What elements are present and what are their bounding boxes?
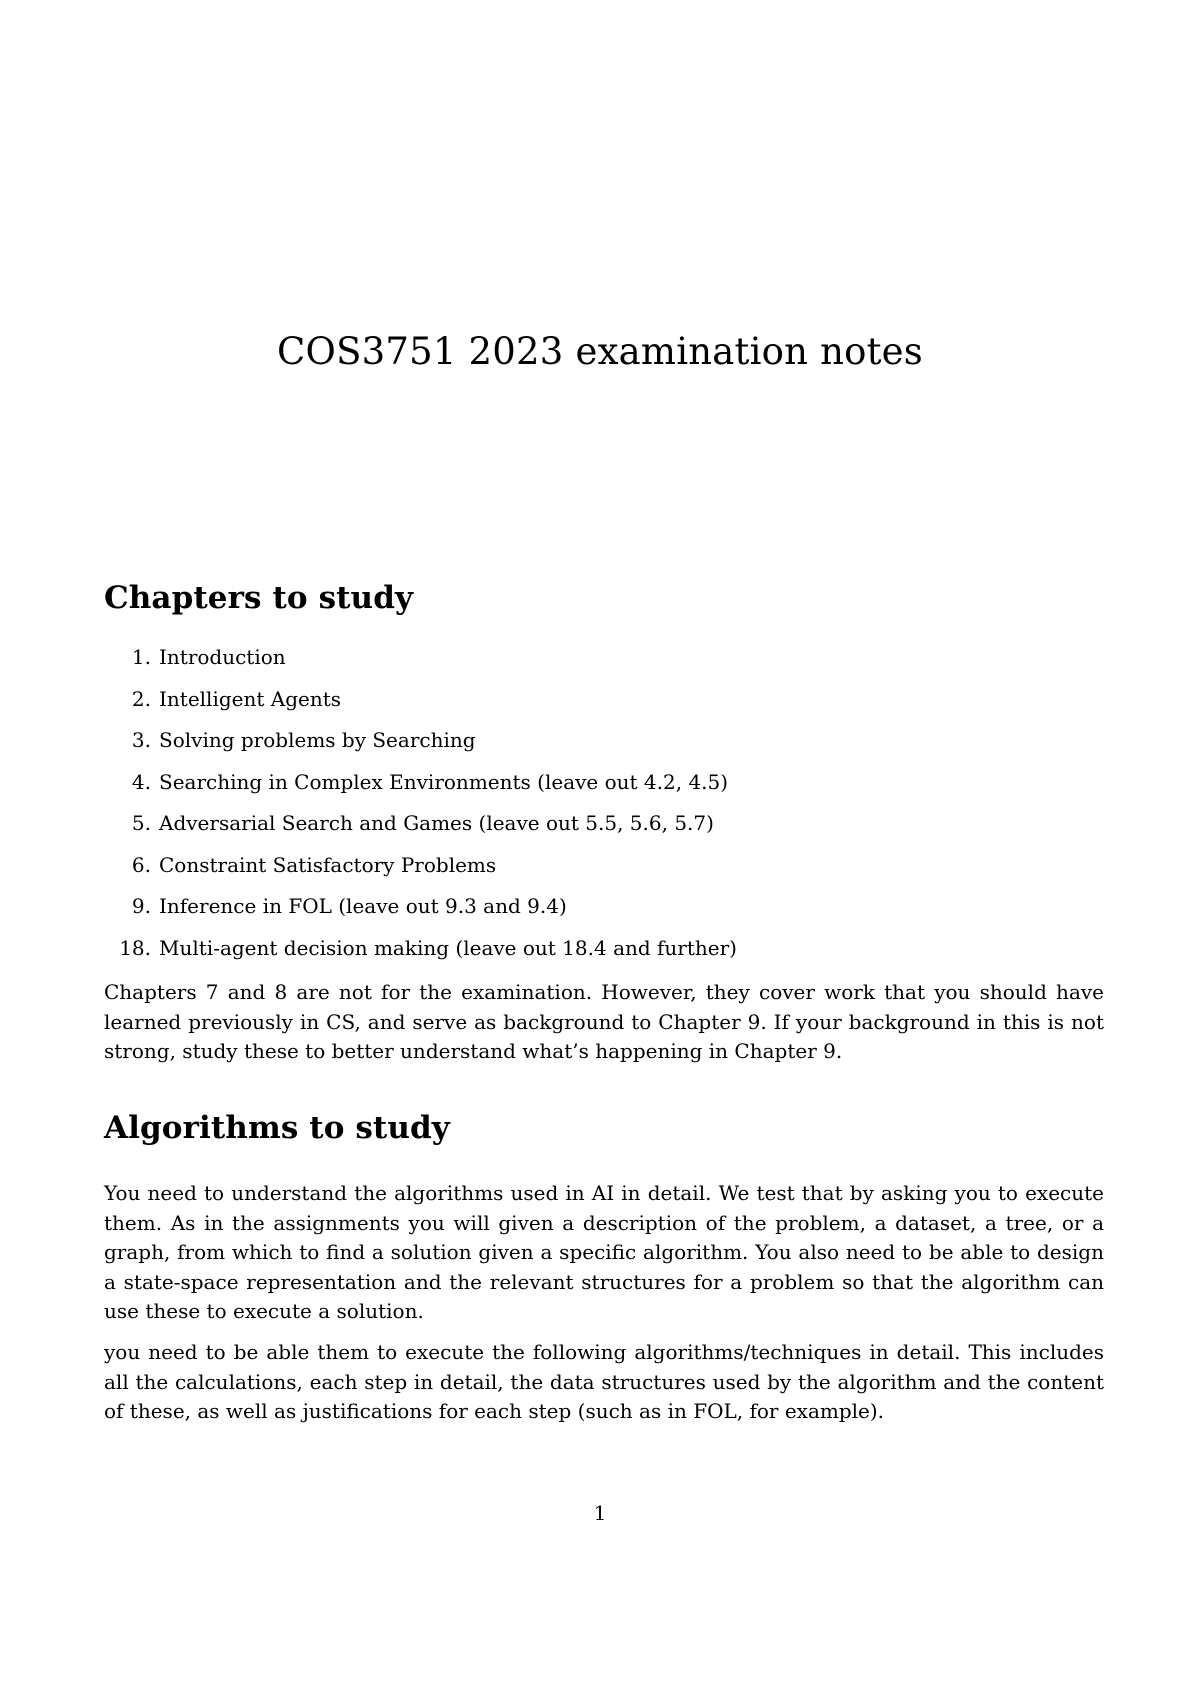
chapter-number: 4. <box>131 769 151 794</box>
chapter-item <box>104 726 737 768</box>
chapter-item <box>104 851 737 893</box>
chapter-number: 2. <box>131 686 151 711</box>
algorithms-intro-paragraph: You need to understand the algorithms used in AI in detail. We test that by asking you to execute them. As in the assignments you will given a description of the problem, a dataset, a tree, or a graph, from which to find a solution given a specific algorithm. You also need to be able to design a state-space representation and the relevant structures for a problem so that the algorithm can use these to execute a solution. <box>104 1181 1104 1323</box>
chapter-item <box>104 685 737 727</box>
chapter-number: 6. <box>131 852 151 877</box>
chapter-number: 18. <box>119 935 151 960</box>
page-number: 1 <box>593 1501 607 1525</box>
chapter-list <box>104 643 737 975</box>
chapters-note-paragraph: Chapters 7 and 8 are not for the examination. However, they cover work that you should have learned previously in CS, and serve as background to Chapter 9. If your background in this is not strong, study these to better understand what’s happening in Chapter 9. <box>104 980 1104 1063</box>
chapter-item <box>104 643 737 685</box>
chapter-number: 1. <box>131 645 151 669</box>
chapter-title: Constraint Satisfactory Problems <box>159 852 497 877</box>
chapter-item <box>104 768 737 810</box>
chapter-title: Solving problems by Searching <box>159 728 476 752</box>
chapter-item <box>104 934 737 976</box>
chapter-number: 3. <box>131 728 151 752</box>
chapter-item <box>104 892 737 934</box>
algorithms-detail-paragraph: you need to be able them to execute the following algorithms/techniques in detail. This includes all the calculations, each step in detail, the data structures used by the algorithm and the content of these, as well as justifications for each step (such as in FOL, for example). <box>104 1340 1104 1423</box>
chapter-title: Introduction <box>159 645 286 669</box>
chapter-title: Searching in Complex Environments (leave out 4.2, 4.5) <box>159 769 729 794</box>
chapter-title: Intelligent Agents <box>159 686 342 711</box>
chapter-title: Inference in FOL (leave out 9.3 and 9.4) <box>159 894 567 918</box>
document-title: COS3751 2023 examination notes <box>277 330 923 373</box>
chapter-number: 9. <box>131 894 151 918</box>
chapter-item <box>104 809 737 851</box>
chapters-heading: Chapters to study <box>104 580 414 616</box>
chapter-number: 5. <box>131 811 151 835</box>
algorithms-heading: Algorithms to study <box>104 1110 450 1146</box>
chapter-title: Multi-agent decision making (leave out 18.4 and further) <box>159 935 737 960</box>
chapter-title: Adversarial Search and Games (leave out 5.5, 5.6, 5.7) <box>159 811 714 835</box>
